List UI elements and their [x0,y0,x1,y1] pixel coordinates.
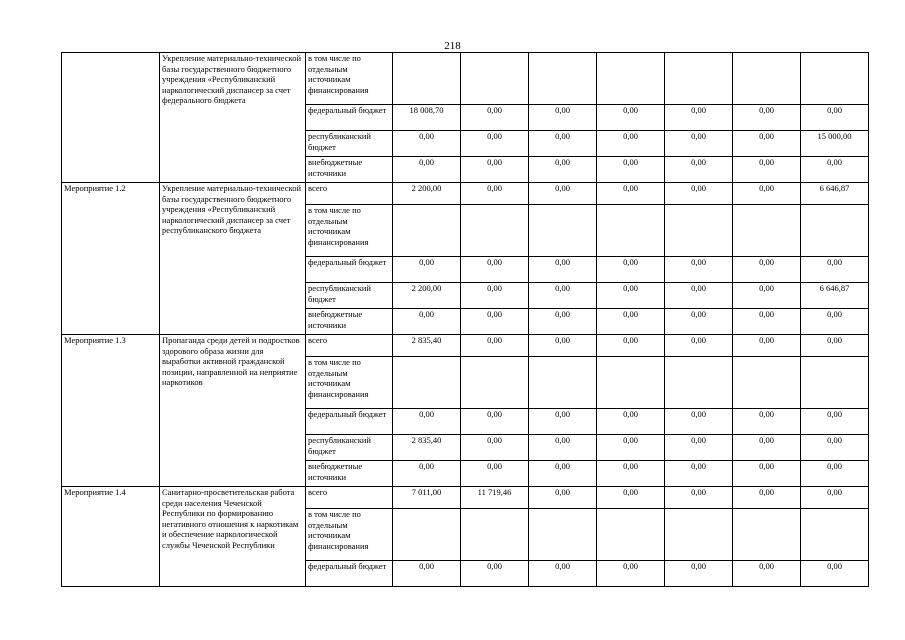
value-cell: 0,00 [597,335,665,357]
value-cell: 0,00 [461,435,529,461]
value-cell: 0,00 [529,257,597,283]
value-cell [461,53,529,105]
source-cell: федеральный бюджет [306,561,393,587]
value-cell: 0,00 [529,283,597,309]
value-cell: 0,00 [597,131,665,157]
source-cell: федеральный бюджет [306,105,393,131]
value-cell [733,205,801,257]
value-cell: 0,00 [529,157,597,183]
source-cell: внебюджетные источники [306,157,393,183]
value-cell: 0,00 [597,257,665,283]
value-cell: 0,00 [733,335,801,357]
event-cell: Мероприятие 1.2 [62,183,160,335]
source-cell: в том числе по отдельным источникам финансирования [306,357,393,409]
value-cell: 18 008,70 [393,105,461,131]
value-cell: 0,00 [597,487,665,509]
value-cell: 0,00 [665,105,733,131]
value-cell [665,53,733,105]
value-cell: 0,00 [665,309,733,335]
value-cell: 0,00 [461,283,529,309]
value-cell: 0,00 [733,257,801,283]
value-cell [665,509,733,561]
value-cell: 0,00 [733,435,801,461]
value-cell: 0,00 [733,487,801,509]
value-cell [801,357,869,409]
value-cell [597,53,665,105]
value-cell: 2 835,40 [393,335,461,357]
value-cell: 0,00 [461,309,529,335]
value-cell [529,205,597,257]
value-cell [597,205,665,257]
value-cell: 0,00 [665,183,733,205]
value-cell: 0,00 [597,461,665,487]
value-cell: 0,00 [393,257,461,283]
value-cell: 6 646,87 [801,183,869,205]
value-cell [665,357,733,409]
value-cell: 0,00 [461,157,529,183]
value-cell: 0,00 [665,461,733,487]
value-cell: 0,00 [597,183,665,205]
value-cell: 0,00 [597,105,665,131]
value-cell: 0,00 [801,309,869,335]
description-cell: Пропаганда среди детей и подростков здорового образа жизни для выработки активной гражданской позиции, направленной на неприятие наркотиков [160,335,306,487]
value-cell: 0,00 [393,409,461,435]
source-cell: федеральный бюджет [306,409,393,435]
value-cell: 0,00 [461,409,529,435]
table-row [62,53,869,105]
value-cell [733,357,801,409]
value-cell: 0,00 [461,335,529,357]
value-cell: 7 011,00 [393,487,461,509]
description-cell: Укрепление материально-технической базы государственного бюджетного учреждения «Республиканский наркологический диспансер за счет федерального бюджета [160,53,306,183]
value-cell: 11 719,46 [461,487,529,509]
value-cell: 0,00 [801,435,869,461]
value-cell: 0,00 [393,131,461,157]
event-cell: Мероприятие 1.4 [62,487,160,587]
table-row [62,183,869,205]
value-cell: 0,00 [597,309,665,335]
source-cell: всего [306,335,393,357]
value-cell: 0,00 [529,561,597,587]
value-cell: 0,00 [801,335,869,357]
value-cell [529,509,597,561]
value-cell: 0,00 [733,461,801,487]
value-cell [393,53,461,105]
value-cell: 0,00 [597,561,665,587]
value-cell [529,357,597,409]
table-body [62,53,869,587]
value-cell: 0,00 [801,105,869,131]
value-cell [733,53,801,105]
value-cell: 0,00 [393,461,461,487]
value-cell [597,357,665,409]
value-cell: 2 200,00 [393,183,461,205]
value-cell: 0,00 [529,409,597,435]
value-cell: 0,00 [529,487,597,509]
value-cell [801,509,869,561]
value-cell: 0,00 [733,157,801,183]
event-cell: Мероприятие 1.3 [62,335,160,487]
table-row [62,335,869,357]
value-cell [801,53,869,105]
value-cell: 0,00 [733,131,801,157]
value-cell: 0,00 [801,157,869,183]
value-cell: 0,00 [461,131,529,157]
value-cell: 0,00 [801,487,869,509]
source-cell: республиканский бюджет [306,435,393,461]
value-cell: 0,00 [461,561,529,587]
value-cell: 15 000,00 [801,131,869,157]
source-cell: внебюджетные источники [306,309,393,335]
value-cell: 0,00 [801,409,869,435]
value-cell [393,205,461,257]
description-cell: Санитарно-просветительская работа среди населения Чеченской Республики по формированию негативного отношения к наркотикам и обеспечение наркологической службы Чеченской Республики [160,487,306,587]
source-cell: в том числе по отдельным источникам финансирования [306,509,393,561]
value-cell: 0,00 [529,183,597,205]
value-cell: 0,00 [665,257,733,283]
source-cell: в том числе по отдельным источникам финансирования [306,53,393,105]
value-cell [529,53,597,105]
value-cell [393,509,461,561]
value-cell [801,205,869,257]
value-cell [733,509,801,561]
value-cell: 0,00 [665,409,733,435]
value-cell: 0,00 [529,131,597,157]
value-cell: 0,00 [733,309,801,335]
value-cell: 0,00 [801,561,869,587]
value-cell: 0,00 [461,257,529,283]
event-cell [62,53,160,183]
value-cell: 0,00 [801,257,869,283]
value-cell: 0,00 [393,561,461,587]
value-cell: 0,00 [733,183,801,205]
value-cell: 0,00 [801,461,869,487]
value-cell [461,357,529,409]
value-cell: 6 646,87 [801,283,869,309]
source-cell: всего [306,183,393,205]
value-cell: 0,00 [665,435,733,461]
value-cell: 0,00 [665,561,733,587]
value-cell: 0,00 [597,409,665,435]
value-cell: 0,00 [529,105,597,131]
value-cell: 0,00 [393,157,461,183]
value-cell: 0,00 [461,461,529,487]
value-cell: 0,00 [529,461,597,487]
value-cell: 0,00 [393,309,461,335]
page-number: 218 [444,40,461,52]
value-cell: 0,00 [529,335,597,357]
value-cell [461,205,529,257]
source-cell: всего [306,487,393,509]
value-cell: 2 200,00 [393,283,461,309]
value-cell: 0,00 [461,183,529,205]
value-cell: 0,00 [529,435,597,461]
value-cell: 0,00 [597,157,665,183]
value-cell: 0,00 [665,283,733,309]
value-cell [461,509,529,561]
value-cell: 2 835,40 [393,435,461,461]
value-cell: 0,00 [597,283,665,309]
value-cell: 0,00 [597,435,665,461]
description-cell: Укрепление материально-технической базы государственного бюджетного учреждения «Республиканский наркологический диспансер за счет республиканского бюджета [160,183,306,335]
source-cell: республиканский бюджет [306,283,393,309]
value-cell: 0,00 [665,487,733,509]
budget-table [61,52,869,587]
value-cell: 0,00 [665,157,733,183]
source-cell: внебюджетные источники [306,461,393,487]
value-cell [597,509,665,561]
value-cell: 0,00 [461,105,529,131]
value-cell: 0,00 [529,309,597,335]
value-cell: 0,00 [665,131,733,157]
value-cell: 0,00 [665,335,733,357]
value-cell: 0,00 [733,561,801,587]
value-cell: 0,00 [733,283,801,309]
value-cell: 0,00 [733,105,801,131]
source-cell: республиканский бюджет [306,131,393,157]
value-cell [665,205,733,257]
value-cell: 0,00 [733,409,801,435]
table-row [62,487,869,509]
source-cell: в том числе по отдельным источникам финансирования [306,205,393,257]
source-cell: федеральный бюджет [306,257,393,283]
value-cell [393,357,461,409]
